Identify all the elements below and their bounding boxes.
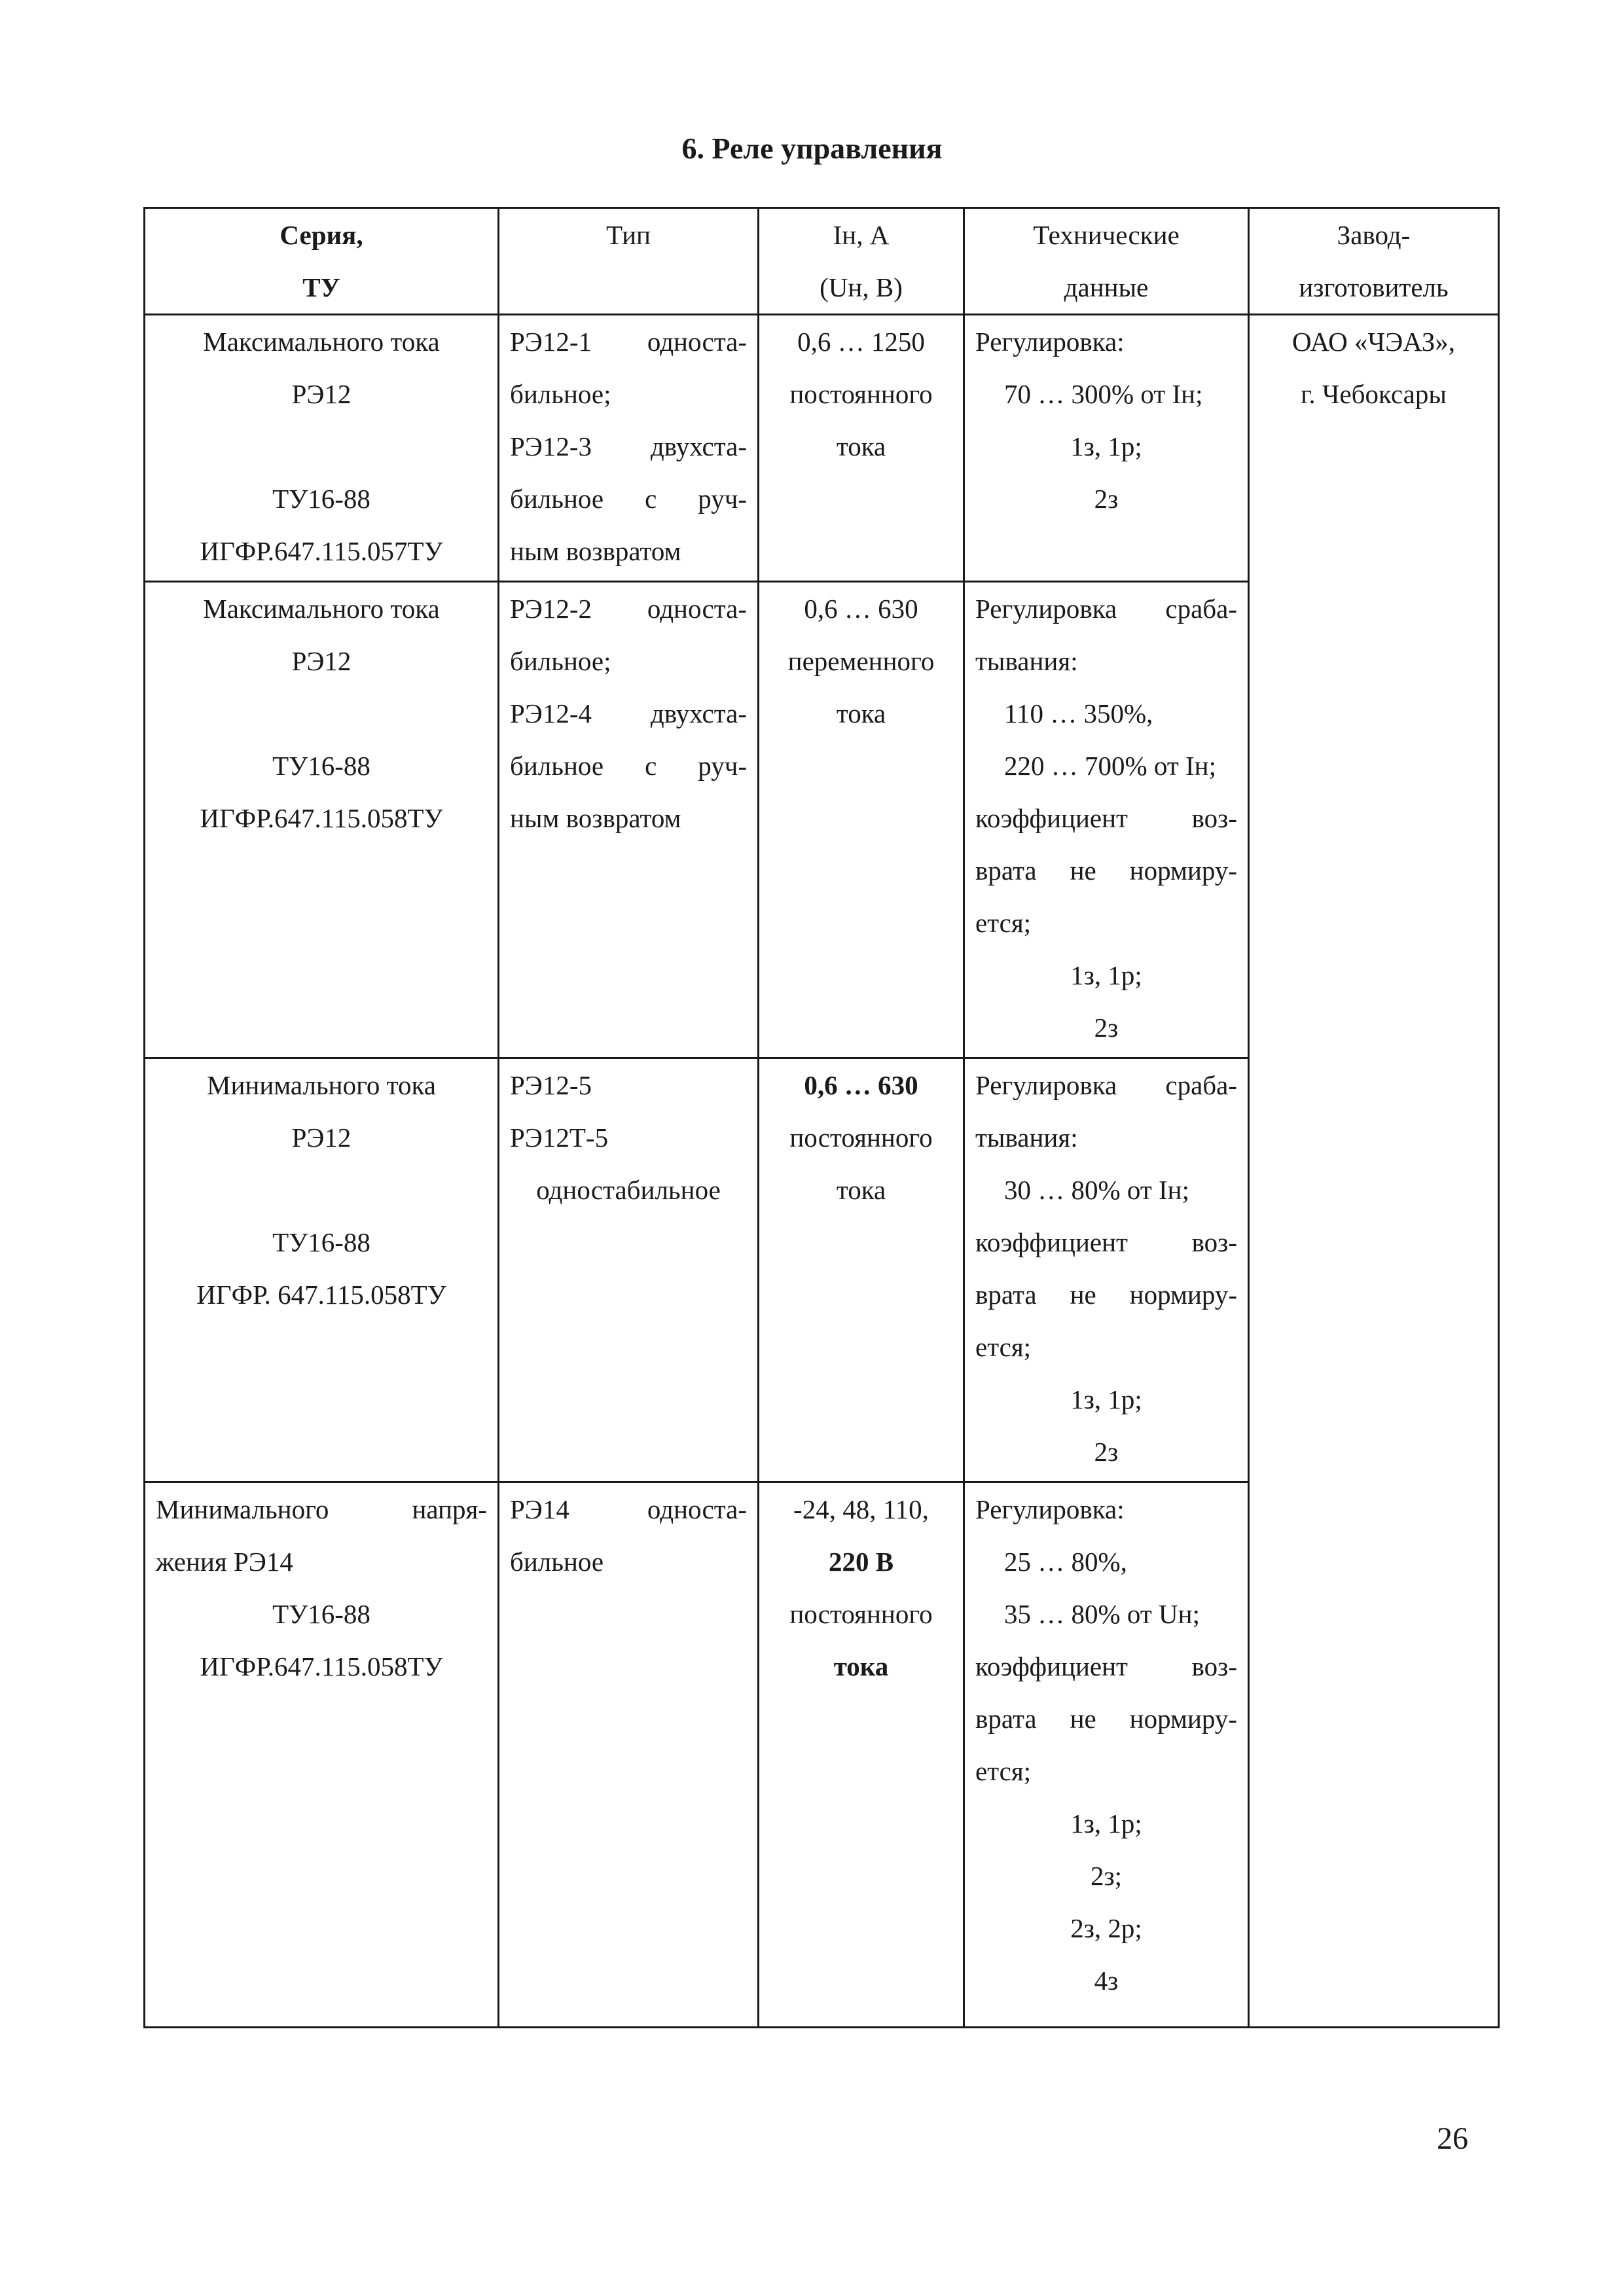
cell-type: РЭ12-1 односта- бильное; РЭ12-3 двухста- бильное с руч- ным возвратом (499, 315, 759, 582)
cell-series: Максимального тока РЭ12 ТУ16-88 ИГФР.647.115.058ТУ (145, 582, 499, 1058)
header-maker: Завод- изготовитель (1249, 208, 1499, 315)
cell-tech: Регулировка: 25 … 80%, 35 … 80% от Uн; коэффициент воз- врата не нормиру- ется; 1з, 1р; 2з; 2з, 2р; 4з (964, 1482, 1249, 2028)
cell-type: РЭ12-5 РЭ12Т-5 одностабильное (499, 1058, 759, 1482)
cell-tech: Регулировка сраба- тывания: 30 … 80% от Iн; коэффициент воз- врата не нормиру- ется; 1з, 1р; 2з (964, 1058, 1249, 1482)
table-header-row (145, 208, 1499, 315)
cell-type: РЭ14 односта- бильное (499, 1482, 759, 2028)
cell-series: Максимального тока РЭ12 ТУ16-88 ИГФР.647.115.057ТУ (145, 315, 499, 582)
cell-current: 0,6 … 630 переменного тока (759, 582, 964, 1058)
page-title: 6. Реле управления (681, 132, 943, 165)
cell-tech: Регулировка: 70 … 300% от Iн; 1з, 1р; 2з (964, 315, 1249, 582)
table-row (145, 315, 1499, 582)
header-series: Серия, ТУ (145, 208, 499, 315)
header-type: Тип (499, 208, 759, 315)
cell-tech: Регулировка сраба- тывания: 110 … 350%, 220 … 700% от Iн; коэффициент воз- врата не нормиру- ется; 1з, 1р; 2з (964, 582, 1249, 1058)
relay-table (143, 207, 1500, 2028)
cell-series: Минимального напря- жения РЭ14 ТУ16-88 ИГФР.647.115.058ТУ (145, 1482, 499, 2028)
cell-current: 0,6 … 630 постоянного тока (759, 1058, 964, 1482)
cell-current: -24, 48, 110, 220 В постоянного тока (759, 1482, 964, 2028)
cell-series: Минимального тока РЭ12 ТУ16-88 ИГФР. 647.115.058ТУ (145, 1058, 499, 1482)
header-current: Iн, А (Uн, В) (759, 208, 964, 315)
header-tech: Технические данные (964, 208, 1249, 315)
cell-type: РЭ12-2 односта- бильное; РЭ12-4 двухста- бильное с руч- ным возвратом (499, 582, 759, 1058)
page-number: 26 (1437, 2121, 1468, 2156)
cell-current: 0,6 … 1250 постоянного тока (759, 315, 964, 582)
cell-maker: ОАО «ЧЭАЗ», г. Чебоксары (1249, 315, 1499, 2028)
